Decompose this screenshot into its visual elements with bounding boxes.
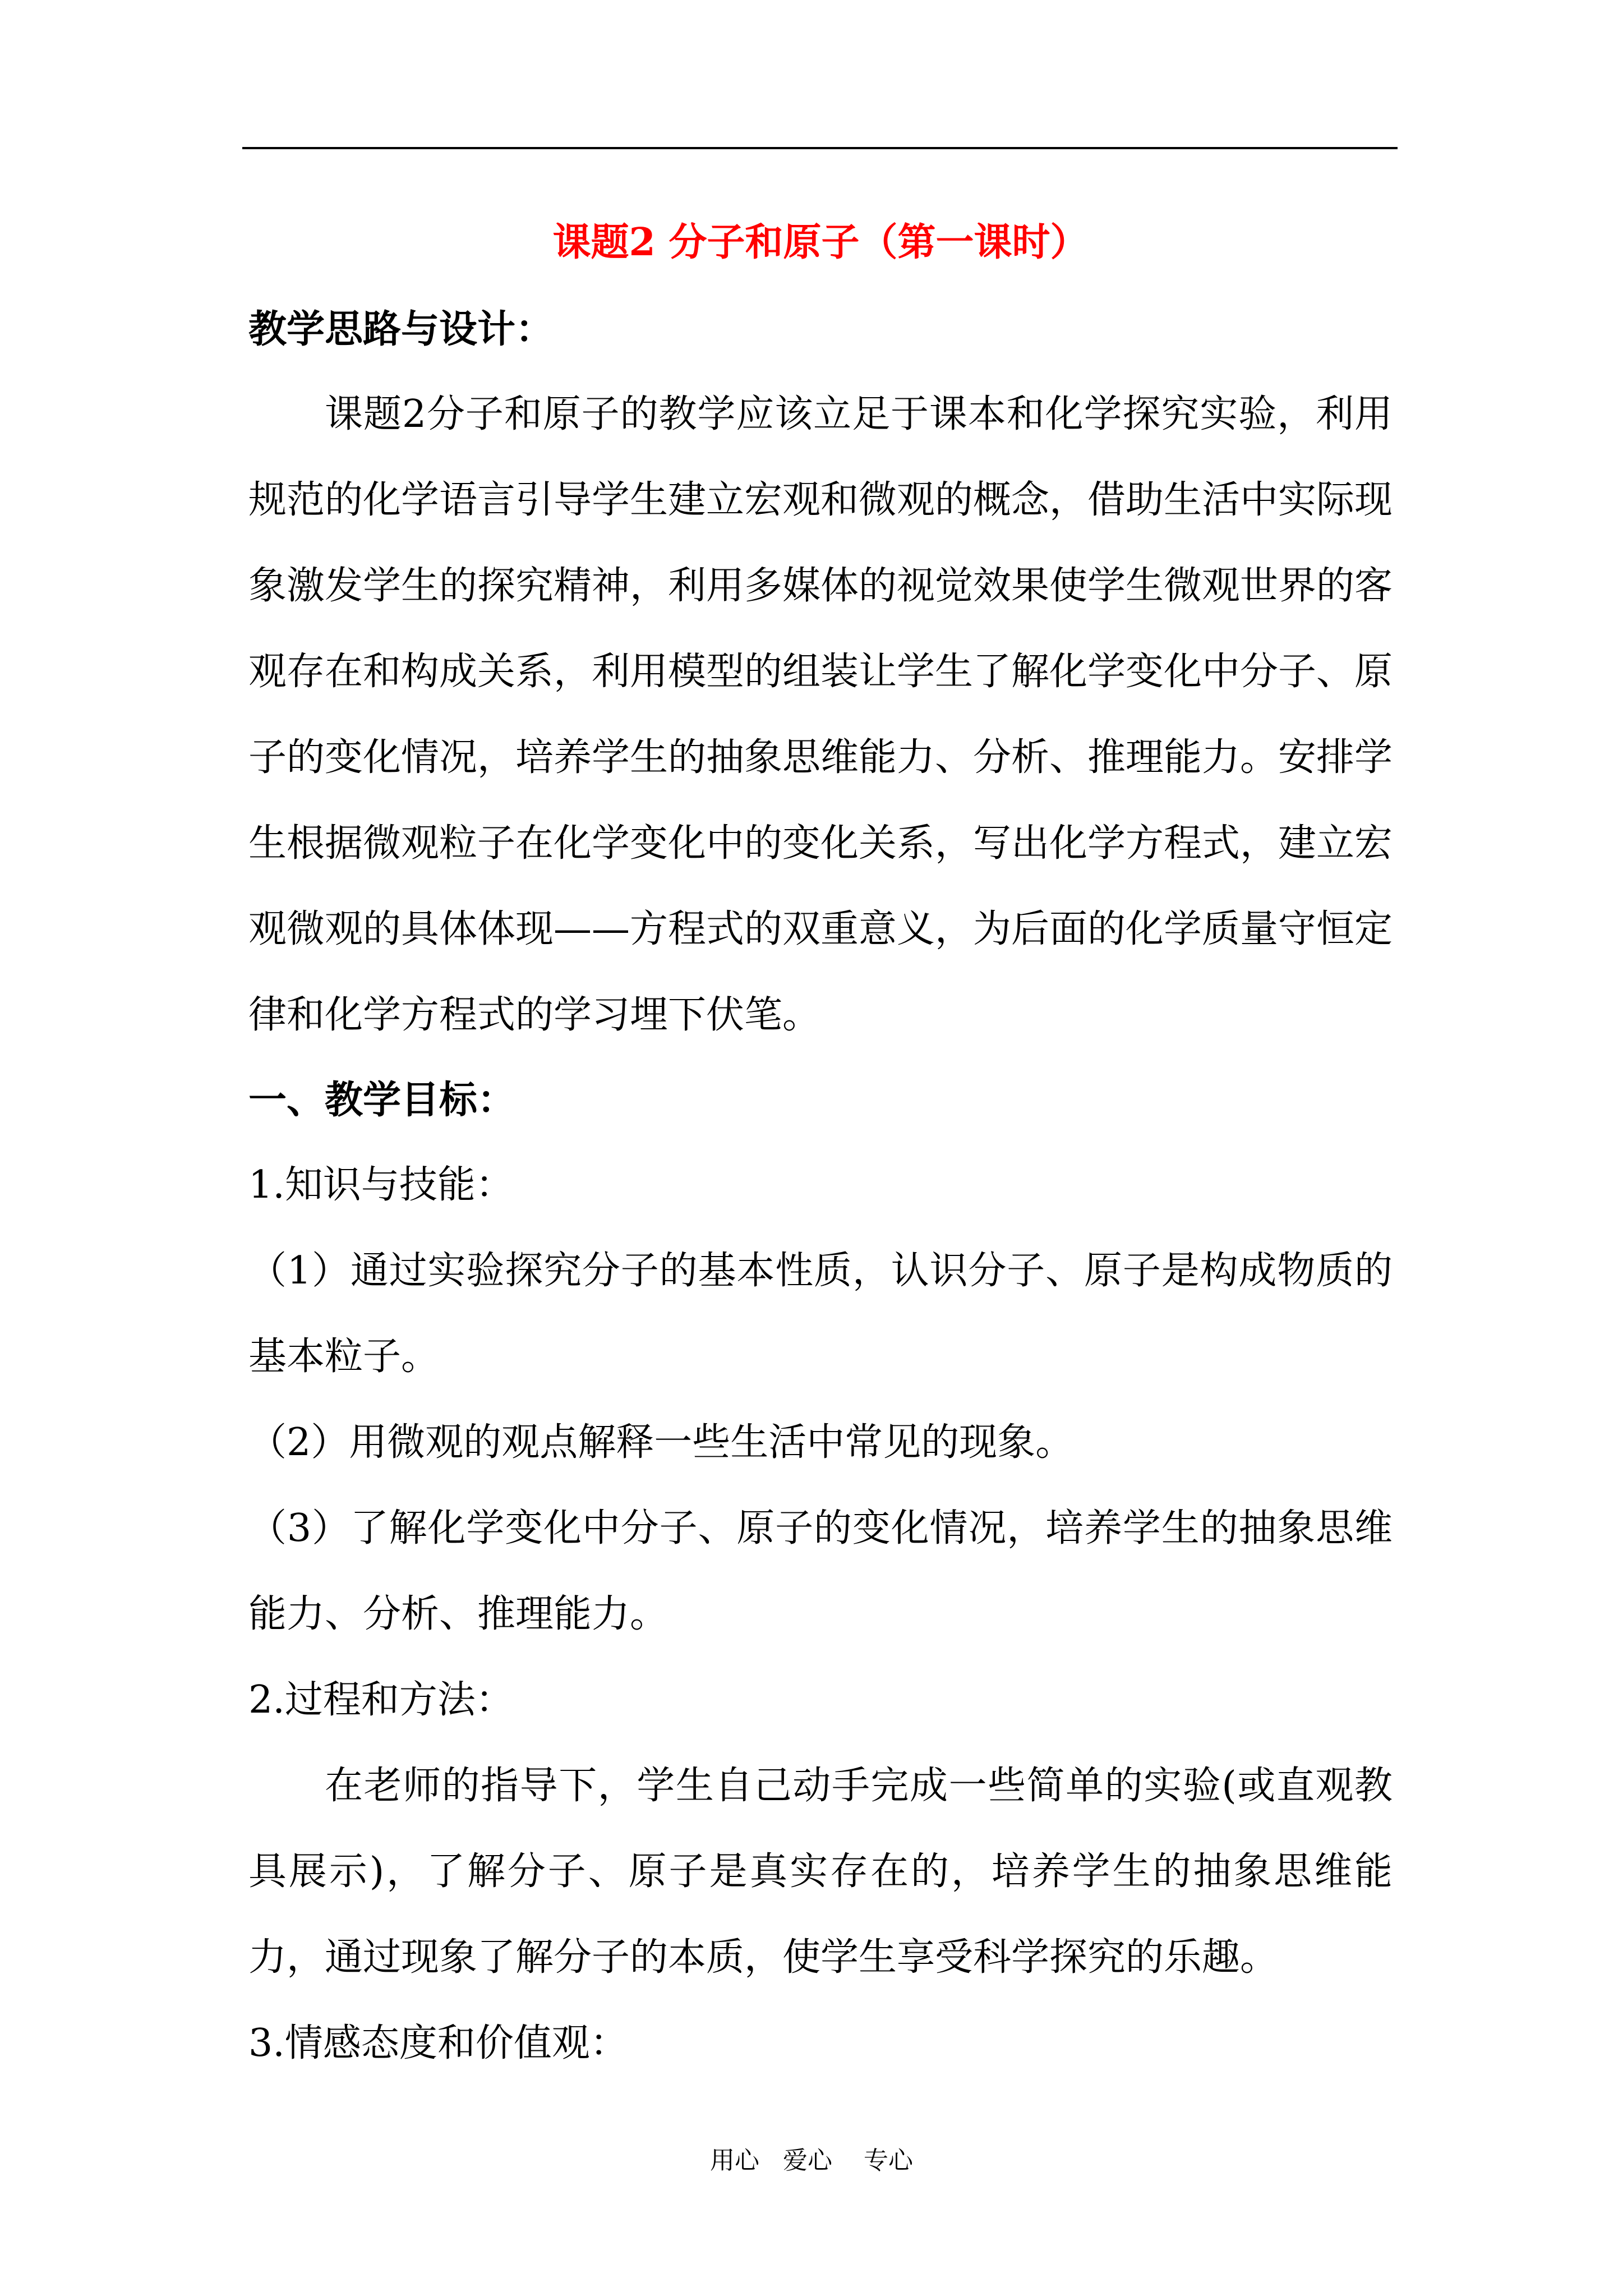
design-paragraph: 课题2分子和原子的教学应该立足于课本和化学探究实验，利用规范的化学语言引导学生建立宏观和微观的概念，借助生活中实际现象激发学生的探究精神，利用多媒体的视觉效果使学生微观世界的客观存在和构成关系，利用模型的组装让学生了解化学变化中分子、原子的变化情况，培养学生的抽象思维能力、分析、推理能力。安排学生根据微观粒子在化学变化中的变化关系，写出化学方程式，建立宏观微观的具体体现——方程式的双重意义，为后面的化学质量守恒定律和化学方程式的学习埋下伏笔。 — [248, 392, 1393, 1037]
process-heading: 2.过程和方法： — [248, 1678, 514, 1722]
page-footer: 用心 爱心 专心 — [710, 2146, 913, 2175]
knowledge-heading: 1.知识与技能： — [248, 1163, 514, 1207]
knowledge-item-3: （3）了解化学变化中分子、原子的变化情况，培养学生的抽象思维能力、分析、推理能力。 — [248, 1506, 1393, 1636]
objectives-heading: 一、教学目标： — [248, 1078, 516, 1122]
lesson-title: 课题2 分子和原子（第一课时） — [552, 220, 1089, 265]
process-paragraph: 在老师的指导下，学生自己动手完成一些简单的实验(或直观教具展示)，了解分子、原子是真实存在的，培养学生的抽象思维能力，通过现象了解分子的本质，使学生享受科学探究的乐趣。 — [248, 1764, 1393, 1980]
document-body — [248, 209, 1393, 2086]
emotion-heading: 3.情感态度和价值观： — [248, 2021, 628, 2065]
knowledge-item-1: （1）通过实验探究分子的基本性质，认识分子、原子是构成物质的基本粒子。 — [248, 1249, 1393, 1379]
header-rule — [242, 147, 1398, 149]
knowledge-item-2: （2）用微观的观点解释一些生活中常见的现象。 — [248, 1420, 1074, 1465]
design-heading: 教学思路与设计： — [248, 307, 554, 352]
